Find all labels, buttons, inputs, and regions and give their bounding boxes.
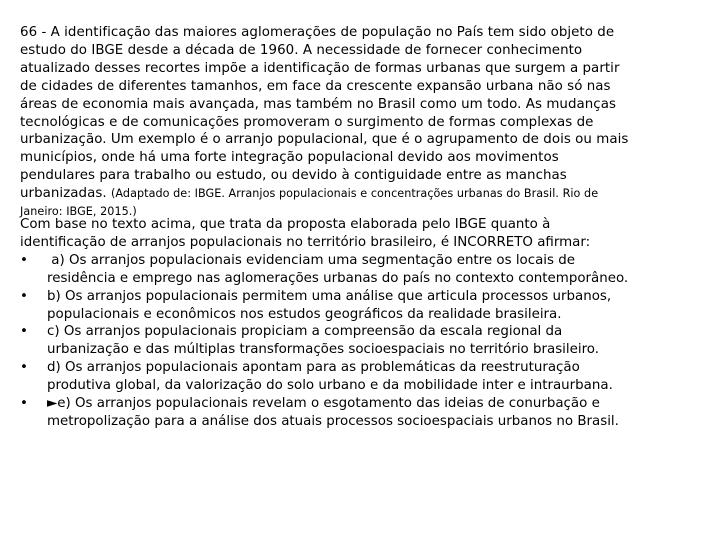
intro-line: pendulares para trabalho ou estudo, ou devido à contiguidade entre as manchas	[20, 168, 567, 184]
question-block	[20, 216, 706, 431]
intro-line: municípios, onde há uma forte integração populacional devido aos movimentos	[20, 150, 559, 166]
intro-line-with-source	[20, 185, 706, 203]
option-line: b) Os arranjos populacionais permitem uma análise que articula processos urbanos,	[47, 288, 612, 304]
option-line: urbanização e das múltiplas transformações socioespaciais no território brasileiro.	[47, 342, 600, 358]
source-citation-end: Janeiro: IBGE, 2015.)	[20, 205, 137, 219]
option-line: residência e emprego nas aglomerações urbanas do país no contexto contemporâneo.	[47, 270, 629, 286]
option-a	[20, 252, 706, 288]
intro-line: urbanização. Um exemplo é o arranjo populacional, que é o agrupamento de dois ou mais	[20, 132, 629, 148]
options-list	[20, 252, 706, 431]
question-line: identificação de arranjos populacionais no território brasileiro, é INCORRETO afirmar:	[20, 234, 591, 250]
option-c	[20, 323, 706, 359]
bullet: •	[20, 324, 28, 340]
question-line: Com base no texto acima, que trata da proposta elaborada pelo IBGE quanto à	[20, 217, 551, 232]
option-line: populacionais e econômicos nos estudos geográficos da realidade brasileira.	[47, 306, 562, 322]
option-line: a) Os arranjos populacionais evidenciam uma segmentação entre os locais de	[47, 252, 575, 268]
intro-line: urbanizadas.	[20, 186, 107, 202]
intro-line: estudo do IBGE desde a década de 1960. A necessidade de fornecer conhecimento	[20, 42, 583, 58]
bullet: •	[20, 396, 28, 412]
bullet: •	[20, 252, 28, 268]
option-e	[20, 395, 706, 431]
intro-line: áreas de economia mais avançada, mas também no Brasil como um todo. As mudanças	[20, 96, 616, 112]
intro-line: atualizado desses recortes impõe a identificação de formas urbanas que surgem a partir	[20, 60, 620, 76]
option-line: ►e) Os arranjos populacionais revelam o esgotamento das ideias de conurbação e	[47, 396, 600, 412]
option-line: d) Os arranjos populacionais apontam para as problemáticas da reestruturação	[47, 360, 580, 376]
option-d	[20, 359, 706, 395]
intro-line: tecnológicas e de comunicações promoveram o surgimento de formas complexas de	[20, 114, 594, 130]
intro-line: 66 - A identificação das maiores aglomerações de população no País tem sido objeto de	[20, 25, 615, 40]
intro-paragraph	[20, 24, 706, 221]
bullet: •	[20, 288, 28, 304]
option-line: c) Os arranjos populacionais propiciam a compreensão da escala regional da	[47, 324, 563, 340]
source-citation: (Adaptado de: IBGE. Arranjos populacionais e concentrações urbanas do Brasil. Rio de	[111, 187, 599, 201]
bullet: •	[20, 360, 28, 376]
option-b	[20, 288, 706, 324]
option-line: metropolização para a análise dos atuais processos socioespaciais urbanos no Brasil.	[47, 413, 619, 429]
option-line: produtiva global, da valorização do solo urbano e da mobilidade inter e intraurbana.	[47, 378, 613, 394]
intro-line: de cidades de diferentes tamanhos, em face da crescente expansão urbana não só nas	[20, 78, 611, 94]
